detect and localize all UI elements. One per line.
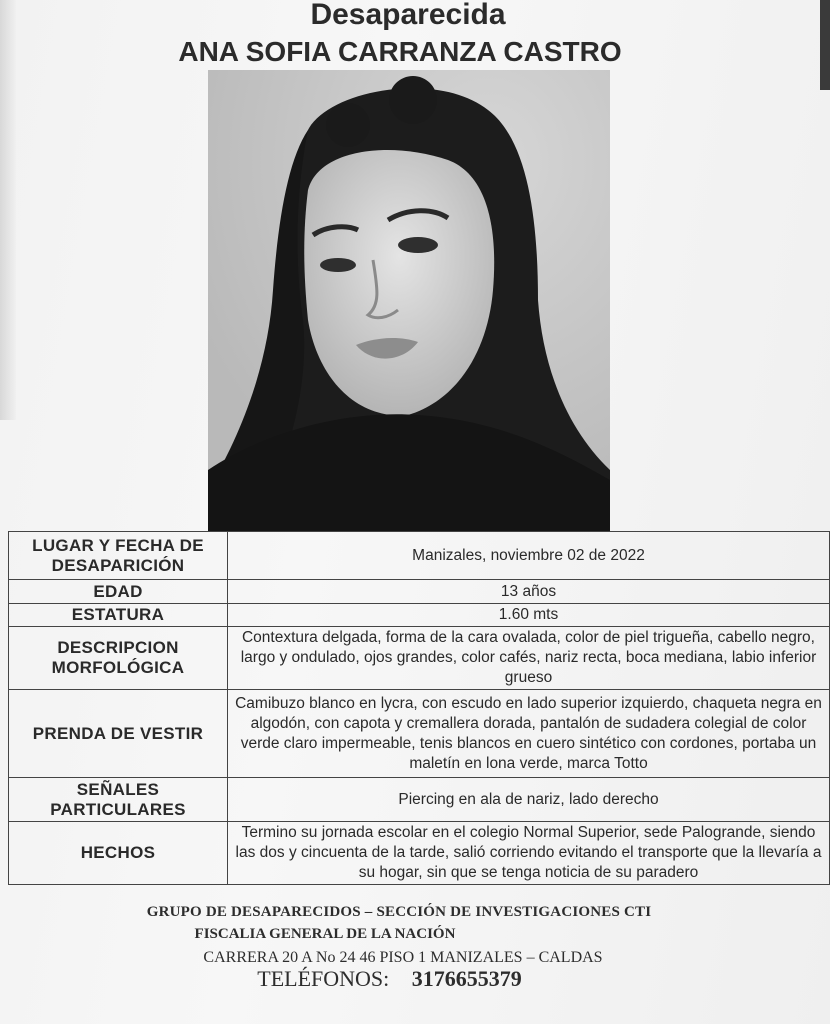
row-label: LUGAR Y FECHA DE DESAPARICIÓN <box>9 532 228 580</box>
table-row <box>9 690 830 778</box>
table-row <box>9 604 830 627</box>
table-row <box>9 822 830 885</box>
row-label: DESCRIPCION MORFOLÓGICA <box>9 627 228 690</box>
row-value: Piercing en ala de nariz, lado derecho <box>228 778 830 822</box>
row-value: Contextura delgada, forma de la cara ovalada, color de piel trigueña, cabello negro, largo y ondulado, ojos grandes, color cafés, nariz recta, boca mediana, labio inferior grueso <box>228 627 830 690</box>
footer-address: CARRERA 20 A No 24 46 PISO 1 MANIZALES – CALDAS <box>203 949 603 966</box>
phone-number: 3176655379 <box>411 966 522 991</box>
person-name: ANA SOFIA CARRANZA CASTRO <box>178 36 622 67</box>
phone-label: TELÉFONOS: <box>257 966 390 991</box>
table-row <box>9 778 830 822</box>
row-label: EDAD <box>9 580 228 604</box>
row-label: PRENDA DE VESTIR <box>9 690 228 778</box>
footer-agency: FISCALIA GENERAL DE LA NACIÓN <box>194 926 456 942</box>
table-row <box>9 580 830 604</box>
poster-title: Desaparecida <box>310 0 506 31</box>
person-photo <box>208 70 610 532</box>
footer-phone <box>0 966 830 992</box>
info-table <box>8 531 830 885</box>
table-row <box>9 532 830 580</box>
row-value: 1.60 mts <box>228 604 830 627</box>
row-value: Camibuzo blanco en lycra, con escudo en lado superior izquierdo, chaqueta negra en algodón, con capota y cremallera dorada, pantalón de sudadera colegial de color verde claro impermeable, tenis blancos en cuero sintético con cordones, portaba un maletín en lona verde, marca Totto <box>228 690 830 778</box>
row-label: ESTATURA <box>9 604 228 627</box>
row-value: Manizales, noviembre 02 de 2022 <box>228 532 830 580</box>
table-row <box>9 627 830 690</box>
row-value: 13 años <box>228 580 830 604</box>
footer-group-name: GRUPO DE DESAPARECIDOS – SECCIÓN DE INVESTIGACIONES CTI <box>146 904 652 920</box>
row-value: Termino su jornada escolar en el colegio Normal Superior, sede Palogrande, siendo las dos y cincuenta de la tarde, salió corriendo evitando el transporte que la llevaría a su hogar, sin que se tenga noticia de su paradero <box>228 822 830 885</box>
row-label: SEÑALES PARTICULARES <box>9 778 228 822</box>
row-label: HECHOS <box>9 822 228 885</box>
